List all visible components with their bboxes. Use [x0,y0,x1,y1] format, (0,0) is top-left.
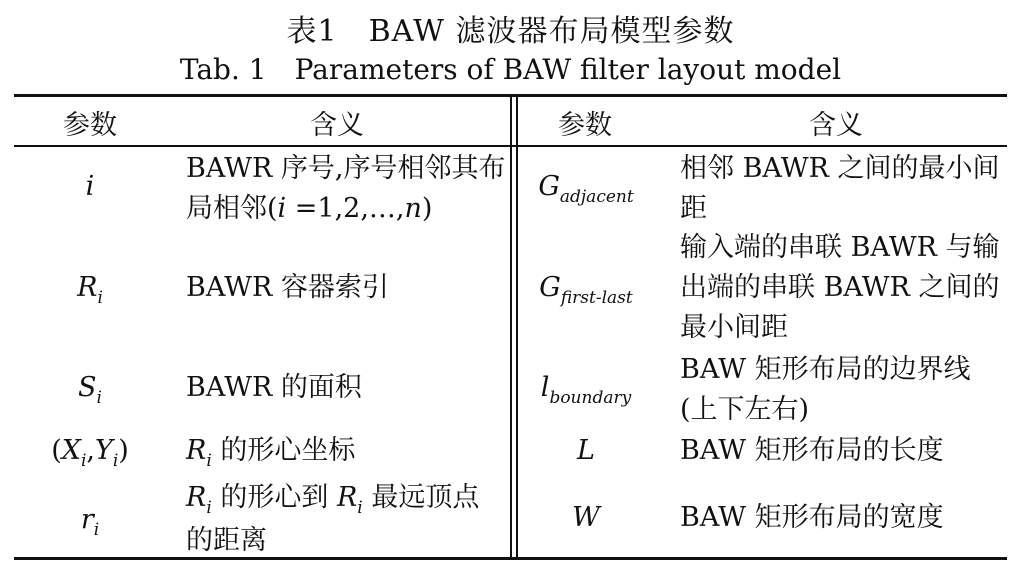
param-W: W [572,502,600,533]
column-divider-left [510,95,512,558]
desc-r-i: $R_i$ 的形心到 $R_i$ 最远顶点的距离 [186,482,480,556]
desc-R-i: BAWR 容器索引 [186,272,389,303]
param-r-i: $r_i$ [80,504,100,540]
desc-G-adjacent: 相邻 BAWR 之间的最小间距 [680,153,1000,224]
desc-S-i: BAWR 的面积 [186,372,362,403]
desc-i: BAWR 序号,序号相邻其布局相邻(i =1,2,…,n) [186,153,506,224]
param-i: i [85,171,95,202]
header-meaning-right: 含义 [809,110,863,141]
desc-XY-i: $R_i$ 的形心坐标 [186,435,356,471]
desc-W: BAW 矩形布局的宽度 [680,502,944,533]
param-XY-i: $(X_i,Y_i)$ [51,435,129,471]
header-param-left: 参数 [63,110,117,141]
desc-L: BAW 矩形布局的长度 [680,435,944,466]
header-meaning-left: 含义 [310,110,364,141]
param-G-adjacent: $G_{adjacent}$ [538,171,634,207]
param-L: L [577,435,595,466]
header-param-right: 参数 [558,110,612,141]
param-l-boundary: $l_{boundary}$ [540,372,632,408]
table-title-chinese: 表1 BAW 滤波器布局模型参数 [286,14,735,49]
param-R-i: $R_i$ [77,272,103,308]
desc-G-first-last: 输入端的串联 BAWR 与输出端的串联 BAWR 之间的最小间距 [680,232,1000,343]
param-S-i: $S_i$ [78,372,102,408]
param-G-first-last: $G_{first-last}$ [539,272,633,308]
column-divider-right [516,95,518,558]
desc-l-boundary: BAW 矩形布局的边界线(上下左右) [680,354,971,425]
table-title-english: Tab. 1 Parameters of BAW filter layout model [179,53,842,86]
